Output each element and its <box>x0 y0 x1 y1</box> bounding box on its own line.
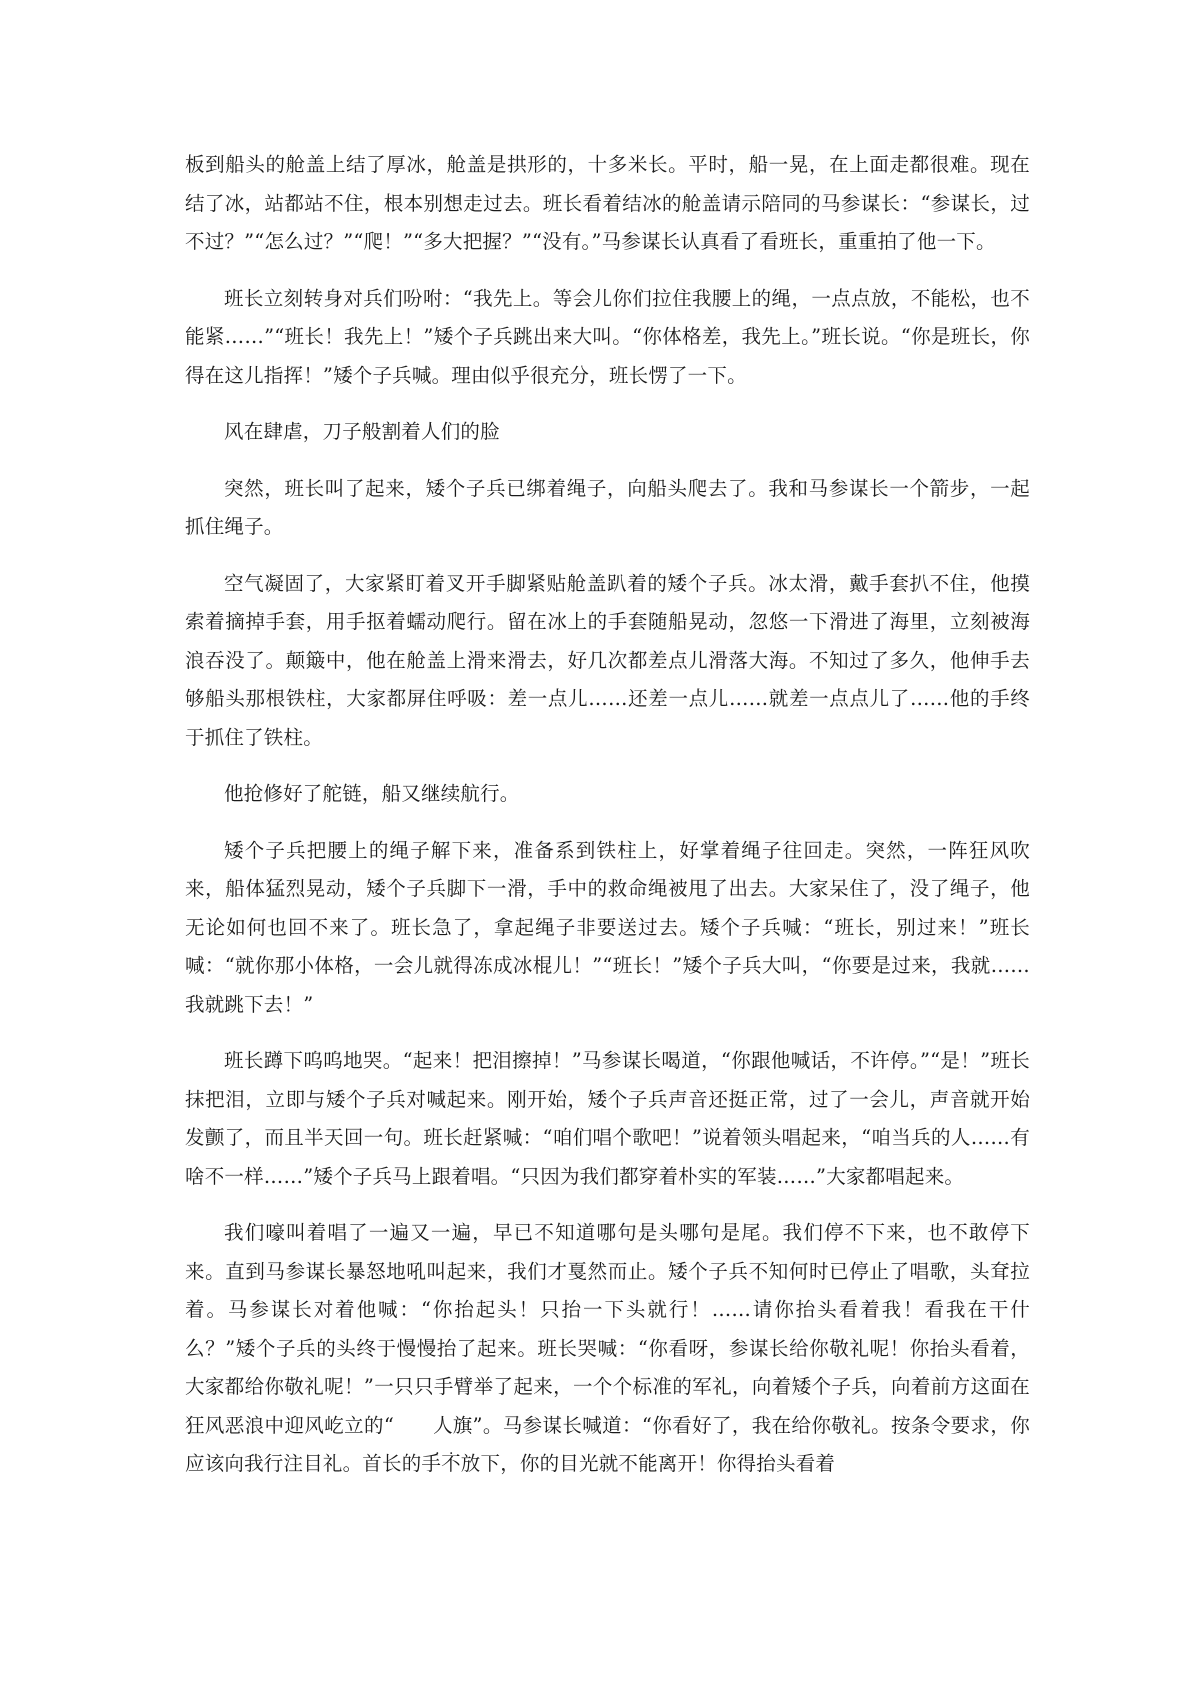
paragraph-2: 班长立刻转身对兵们吩咐：“我先上。等会儿你们拉住我腰上的绳，一点点放，不能松，也不能紧……”“班长！我先上！”矮个子兵跳出来大叫。“你体格差，我先上。”班长说。“你是班长，你得在这儿指挥！”矮个子兵喊。理由似乎很充分，班长愣了一下。 <box>185 286 1030 387</box>
paragraph-6: 他抢修好了舵链，船又继续航行。 <box>224 782 520 805</box>
paragraph-1: 板到船头的舱盖上结了厚冰，舱盖是拱形的，十多米长。平时，船一晃，在上面走都很难。现在结了冰，站都站不住，根本别想走过去。班长看着结冰的舱盖请示陪同的马参谋长：“参谋长，过不过？”“怎么过？”“爬！”“多大把握？”“没有。”马参谋长认真看了看班长，重重拍了他一下。 <box>185 153 1030 253</box>
paragraph-9-text-before: 我们嚎叫着唱了一遍又一遍，早已不知道哪句是头哪句是尾。我们停不下来，也不敢停下来。直到马参谋长暴怒地吼叫起来，我们才戛然而止。矮个子兵不知何时已停止了唱歌，头耷拉着。马参谋长对着他喊：“你抬起头！只抬一下头就行！……请你抬头看着我！看我在干什么？”矮个子兵的头终于慢慢抬了起来。班长哭喊：“你看呀，参谋长给你敬礼呢！你抬头看着，大家都给你敬礼呢！”一只只手臂举了起来，一个个标准的军礼，向着矮个子兵，向着前方这面在狂风恶浪中迎风屹立的“ <box>185 1221 1030 1437</box>
paragraph-9 <box>185 1214 1030 1484</box>
paragraph-8: 班长蹲下呜呜地哭。“起来！把泪擦掉！”马参谋长喝道，“你跟他喊话，不许停。”“是！”班长抹把泪，立即与矮个子兵对喊起来。刚开始，矮个子兵声音还挺正常，过了一会儿，声音就开始发颤了，而且半天回一句。班长赶紧喊：“咱们唱个歌吧！”说着领头唱起来，“咱当兵的人……有啥不一样……”矮个子兵马上跟着唱。“只因为我们都穿着朴实的军装……”大家都唱起来。 <box>185 1049 1030 1188</box>
paragraph-9-text-after: ”。马参谋长喊道：“你看好了，我在给你敬礼。按条令要求，你应该向我行注目礼。首长的手不放下，你的目光就不能离开！你得抬头看着 <box>185 1413 1030 1475</box>
paragraph-4: 突然，班长叫了起来，矮个子兵已绑着绳子，向船头爬去了。我和马参谋长一个箭步，一起抓住绳子。 <box>185 476 1030 538</box>
emphasis-text: 人旗 · · <box>394 1407 472 1446</box>
paragraph-5: 空气凝固了，大家紧盯着叉开手脚紧贴舱盖趴着的矮个子兵。冰太滑，戴手套扒不住，他摸索着摘掉手套，用手抠着蠕动爬行。留在冰上的手套随船晃动，忽悠一下滑进了海里，立刻被海浪吞没了。颠簸中，他在舱盖上滑来滑去，好几次都差点儿滑落大海。不知过了多久，他伸手去够船头那根铁柱，大家都屏住呼吸：差一点儿……还差一点儿……就差一点点儿了……他的手终于抓住了铁柱。 <box>185 571 1030 749</box>
paragraph-3: 风在肆虐，刀子般割着人们的脸 <box>224 420 500 443</box>
article-body <box>185 146 1030 1502</box>
paragraph-7: 矮个子兵把腰上的绳子解下来，准备系到铁柱上，好掌着绳子往回走。突然，一阵狂风吹来，船体猛烈晃动，矮个子兵脚下一滑，手中的救命绳被甩了出去。大家呆住了，没了绳子，他无论如何也回不来了。班长急了，拿起绳子非要送过去。矮个子兵喊：“班长，别过来！”班长喊：“就你那小体格，一会儿就得冻成冰棍儿！”“班长！”矮个子兵大叫，“你要是过来，我就……我就跳下去！” <box>185 838 1030 1016</box>
